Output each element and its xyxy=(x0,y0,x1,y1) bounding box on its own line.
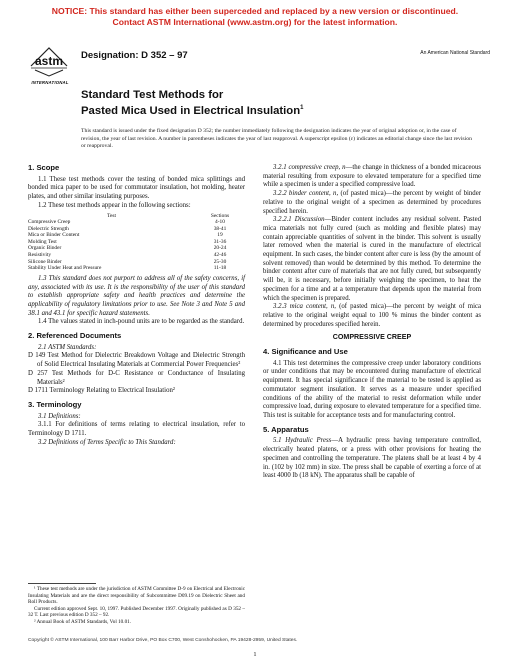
table-row xyxy=(28,245,245,252)
safety-statement: 1.3 This standard does not purport to address all of the safety concerns, if any, associated with its use. It is the responsibility of the user of this standard to establish appropriate safety and health practices and determine the applicability of regulatory limitations prior to use. See Note 3 and Note 5 and 38.1 and 43.1 for specific hazard statements. xyxy=(28,274,245,317)
definition-binder-content: (of pasted mica)—the percent by weight of binder relative to the original weight of a specimen as determined by procedures specified herein. xyxy=(263,190,481,215)
para-1-4: 1.4 The values stated in inch-pound units are to be regarded as the standard. xyxy=(38,318,245,326)
para-3-2-1 xyxy=(263,164,481,190)
logo-wordmark: INTERNATIONAL xyxy=(31,80,69,85)
specific-terms-label: 3.2 Definitions of Terms Specific to This Standard: xyxy=(38,438,176,446)
table-cell-sections: 19 xyxy=(217,232,223,239)
footnote-divider xyxy=(28,583,96,584)
para-3-1-1: 3.1.1 For definitions of terms relating to electrical insulation, refer to Terminology D 1711. xyxy=(28,421,245,438)
compressive-creep-heading: COMPRESSIVE CREEP xyxy=(332,333,412,342)
page-number: 1 xyxy=(253,651,257,658)
supersede-notice xyxy=(0,6,510,28)
astm-standards-label: 2.1 ASTM Standards: xyxy=(38,343,97,351)
title-line-2 xyxy=(81,102,303,118)
table-cell-test: Resistivity xyxy=(28,252,52,259)
para-3-2 xyxy=(28,439,245,448)
footnote-1-edition: Current edition approved Sept. 10, 1997. Published December 1997. Originally published as D 352 – 32 T. Last previous edition D 352 – 92. xyxy=(28,605,245,619)
table-cell-test: Mica or Binder Content xyxy=(28,232,80,239)
title-line-1: Standard Test Methods for xyxy=(81,89,224,101)
para-5-1 xyxy=(263,437,481,481)
table-cell-test: Molding Test xyxy=(28,238,57,245)
para-3-2-2 xyxy=(263,190,481,216)
section-referenced-docs-heading: 2. Referenced Documents xyxy=(28,331,122,341)
section-scope-heading: 1. Scope xyxy=(28,163,60,172)
svg-text:astm: astm xyxy=(34,54,64,68)
para-1-3 xyxy=(28,275,245,319)
footnote-1: ¹ These test methods are under the jurisdiction of ASTM Committee D-9 on Electrical and Electronic Insulating Materials and are the direct responsibility of Subcommittee D09.19 on Dielectric Sheet and Roll Products. xyxy=(28,586,245,606)
table-cell-sections: 25-30 xyxy=(213,258,227,265)
para-3-2-3 xyxy=(263,303,481,329)
left-column xyxy=(28,164,245,448)
hydraulic-press-text: —A hydraulic press having temperature controlled, electrically heated platens, or a press with other provisions for heating the specimen and controlling the temperature. The platens shall be at least 4 by 4 in. (102 by 102 mm) in size. The press shall be capable of exerting a force of at least 4000 lb (18 kN). The apparatus shall be capable of xyxy=(263,437,481,480)
table-row xyxy=(28,226,245,233)
term-mica-content: 3.2.3 mica content, n, xyxy=(273,303,336,311)
table-cell-sections: 20-24 xyxy=(213,245,227,252)
table-header-sections: Sections xyxy=(210,212,230,219)
discussion-text: —Binder content includes any residual solvent. Pasted mica materials not fully cured (such as molding and flexible plates) may contain appreciable quantities of solvent in the binder. This solvent is usually later removed when the material is cured in the manufacture of electrical equipment. In such cases, the binder content after cure is less (by the amount of solvent removed) than would be determined by this method. To determine the binder content after cure of materials that are not fully cured, but subsequently will be, it is necessary, before initially weighing the specimen, to heat the specimen for a time and at a temperature that depends upon the material from which the specimen is prepared. xyxy=(263,216,481,302)
term-hydraulic-press: 5.1 Hydraulic Press xyxy=(273,437,332,445)
definitions-label: 3.1 Definitions: xyxy=(38,412,81,420)
copyright-line: Copyright © ASTM International, 100 Barr Harbor Drive, PO Box C700, West Conshohocken, PA 19428-2959, United States. xyxy=(28,638,298,643)
footnote-2: ² Annual Book of ASTM Standards, Vol 10.01. xyxy=(34,618,132,625)
issuance-note: This standard is issued under the fixed designation D 352; the number immediately following the designation indicates the year of original adoption or, in the case of revision, the year of last revision. A number in parentheses indicates the year of last reapproval. A superscript epsilon (ε) indicates an editorial change since the last revision or reapproval. xyxy=(81,128,472,149)
para-4-1: 4.1 This test determines the compressive creep under laboratory conditions or under conditions that may be encountered during manufacture of electrical equipment. It has special significance if the material to be tested is applied as commutator segment insulation. It serves as a measure under specified conditions of the ability of the material to resist deformation while under compressive load, during exposure to elevated temperature for a specified time. This test is suitable for acceptance tests and for manufacturing control. xyxy=(263,359,481,419)
reference-d149: D 149 Test Method for Dielectric Breakdown Voltage and Dielectric Strength of Solid Electrical Insulating Materials at Commercial Power Frequencies² xyxy=(28,352,245,369)
footnotes xyxy=(28,586,245,626)
astm-logo-icon xyxy=(27,44,71,78)
table-row xyxy=(28,252,245,259)
section-terminology-heading: 3. Terminology xyxy=(28,400,82,409)
para-2-1 xyxy=(28,344,245,353)
table-row xyxy=(28,239,245,246)
section-significance-heading: 4. Significance and Use xyxy=(263,347,348,357)
american-national-standard-label: An American National Standard xyxy=(420,50,490,56)
table-cell-test: Dielectric Strength xyxy=(28,225,69,232)
table-row xyxy=(28,265,245,272)
section-apparatus-heading: 5. Apparatus xyxy=(263,424,309,434)
notice-line-1: NOTICE: This standard has either been superceded and replaced by a new version or discontinued. xyxy=(51,6,459,16)
para-1-1: 1.1 These test methods cover the testing of bonded mica splittings and bonded mica paper to be used for commutator insulation, hot molding, heater plates, and other similar insulating purposes. xyxy=(28,175,245,201)
para-1-2: 1.2 These test methods appear in the following sections: xyxy=(38,201,191,209)
table-row xyxy=(28,259,245,266)
table-cell-test: Compressive Creep xyxy=(28,219,71,226)
sections-table xyxy=(28,213,245,272)
term-compressive-creep: 3.2.1 compressive creep, n xyxy=(273,164,346,171)
document-title xyxy=(81,89,303,118)
table-row xyxy=(28,232,245,239)
table-cell-sections: 38-41 xyxy=(213,225,227,232)
term-binder-content: 3.2.2 binder content, n, xyxy=(273,190,339,198)
definition-compressive-creep: —the change in thickness of a bonded micaceous material resulting from exposure to elevated temperature for a specified time while a specimen is under a specified compressive load. xyxy=(263,164,481,189)
title-line-2-text: Pasted Mica Used in Electrical Insulation xyxy=(81,104,301,117)
table-cell-sections: 4-10 xyxy=(215,219,225,226)
table-row xyxy=(28,219,245,226)
designation: Designation: D 352 – 97 xyxy=(81,50,188,61)
reference-d257: D 257 Test Methods for D-C Resistance or Conductance of Insulating Materials² xyxy=(28,369,245,386)
discussion-label: 3.2.2.1 Discussion xyxy=(273,216,325,224)
para-3-2-2-1 xyxy=(263,216,481,303)
table-cell-sections: 31-36 xyxy=(213,238,227,245)
definition-mica-content: (of pasted mica)—the percent by weight of mica relative to the original weight equal to 100 % minus the binder content as determined by procedures specified herein. xyxy=(263,303,481,328)
table-cell-sections: 11-18 xyxy=(213,265,227,272)
right-column xyxy=(263,164,481,481)
table-cell-test: Organic Binder xyxy=(28,245,62,252)
table-cell-sections: 42-46 xyxy=(213,252,227,259)
reference-d1711: D 1711 Terminology Relating to Electrical Insulation² xyxy=(28,387,175,395)
notice-line-2: Contact ASTM International (www.astm.org) for the latest information. xyxy=(112,17,398,27)
sections-table-header xyxy=(28,213,245,220)
table-header-test: Test xyxy=(107,212,116,219)
para-3-1 xyxy=(28,413,245,422)
table-cell-test: Stability Under Heat and Pressure xyxy=(28,265,102,272)
title-footnote-mark: 1 xyxy=(300,105,304,111)
table-cell-test: Silicone Binder xyxy=(28,258,62,265)
